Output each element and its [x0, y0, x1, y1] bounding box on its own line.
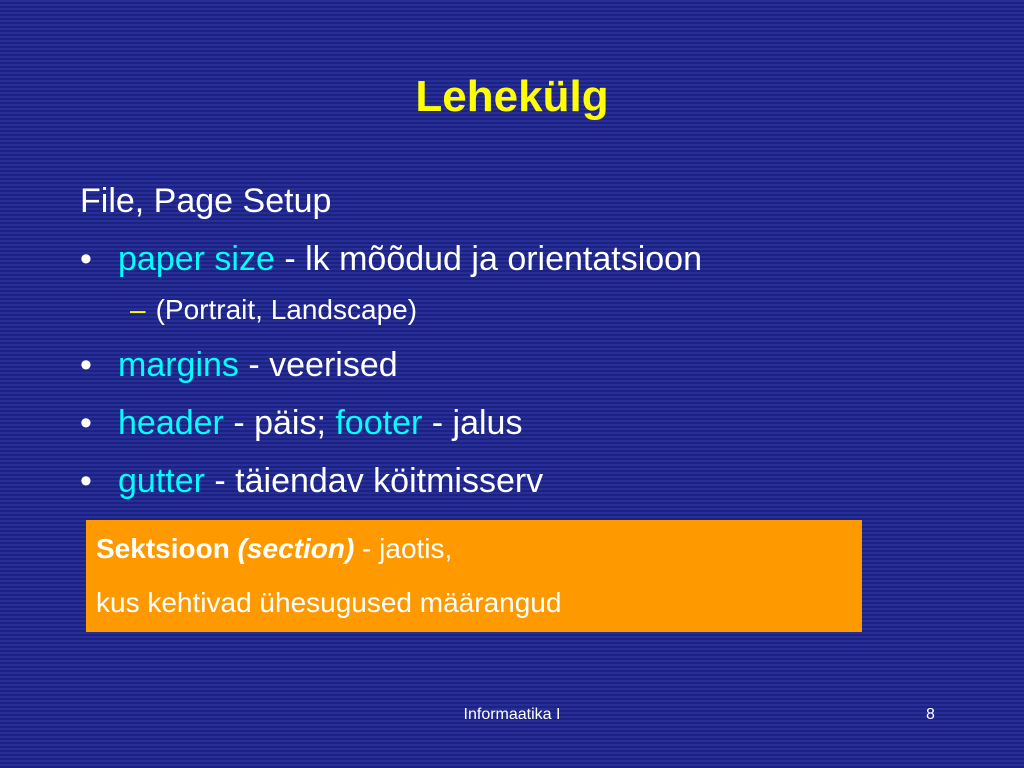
desc-gutter: - täiendav köitmisserv [204, 462, 544, 500]
note-bold: Sektsioon [96, 533, 238, 564]
dash-icon: – [130, 294, 146, 325]
section-note-box [86, 520, 862, 632]
page-number: 8 [926, 706, 935, 723]
desc-footer: - jalus [422, 404, 523, 442]
orientation-text: (Portrait, Landscape) [155, 294, 418, 325]
bullet-gutter [80, 462, 543, 501]
term-footer: footer [335, 404, 423, 442]
footer-course: Informaatika I [463, 706, 561, 723]
note-italic: (section) [237, 533, 355, 564]
note-line-1 [96, 532, 852, 578]
bullet-margins [80, 346, 398, 385]
bullet-icon: • [80, 462, 92, 500]
bullet-icon: • [80, 346, 92, 384]
term-header: header [118, 404, 224, 442]
bullet-header-footer [80, 404, 522, 443]
slide-title: Lehekülg [415, 72, 609, 121]
term-gutter: gutter [118, 462, 205, 500]
term-paper-size: paper size [118, 240, 275, 278]
note-rest: - jaotis, [354, 533, 453, 564]
intro-line: File, Page Setup [80, 182, 332, 220]
desc-header: - päis; [223, 404, 336, 442]
bullet-icon: • [80, 404, 92, 442]
term-margins: margins [118, 346, 239, 384]
bullet-icon: • [80, 240, 92, 278]
sub-orientation [130, 294, 417, 326]
desc-paper-size: - lk mõõdud ja orientatsioon [274, 240, 702, 278]
bullet-paper-size [80, 240, 702, 279]
desc-margins: - veerised [238, 346, 398, 384]
note-line-2: kus kehtivad ühesugused määrangud [96, 587, 562, 618]
